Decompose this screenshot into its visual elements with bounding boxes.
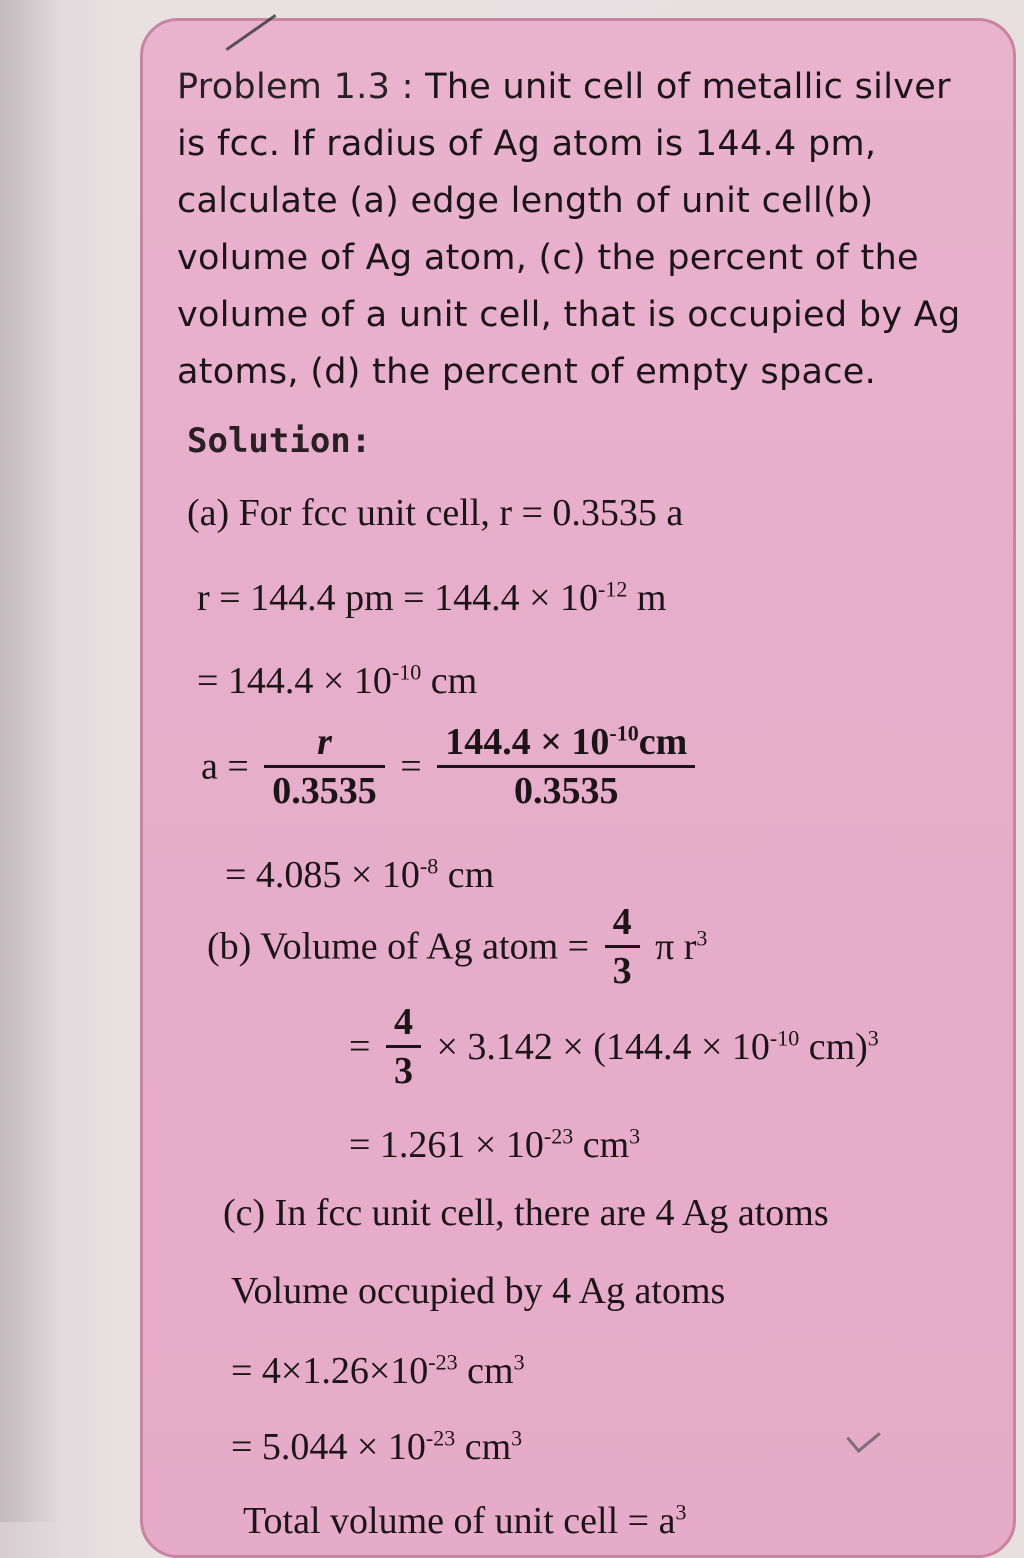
solution-a-line3-unit: cm: [421, 660, 478, 702]
solution-b-fraction-2-num: 4: [386, 1001, 421, 1048]
solution-c-line3-unit-exp: 3: [513, 1349, 525, 1375]
solution-c-line4-unit-exp: 3: [511, 1425, 523, 1451]
solution-c-line2-text: Volume occupied by 4 Ag atoms: [231, 1270, 726, 1312]
solution-c-line2: [231, 1269, 725, 1313]
solution-c-line5-exp: 3: [675, 1499, 687, 1525]
solution-b-line1-rhs-text: π r: [655, 925, 697, 968]
solution-b-line1: [207, 901, 707, 992]
solution-c-line5-text: Total volume of unit cell = a: [243, 1500, 676, 1542]
solution-c-line1-text: (c) In fcc unit cell, there are 4 Ag atoms: [223, 1192, 829, 1234]
solution-a-fraction-2-den: 0.3535: [513, 770, 619, 812]
solution-a-fraction-2-num: [437, 721, 695, 768]
solution-c-line4-exp: -23: [425, 1425, 456, 1451]
solution-a-line5-base: = 4.085 × 10: [225, 854, 420, 896]
problem-statement: [177, 59, 977, 401]
solution-b-fraction-2-den: 3: [393, 1050, 413, 1092]
solution-a-line2: [197, 576, 666, 620]
solution-c-line5: [243, 1499, 686, 1543]
solution-a-equals: =: [400, 745, 422, 788]
solution-c-line1: [223, 1191, 829, 1235]
solution-c-line4-unit: cm: [455, 1426, 512, 1468]
solution-a-fraction-1-num: r: [264, 721, 385, 768]
solution-a-line3-lhs: = 144.4 × 10: [197, 660, 392, 702]
solution-b-line2-tail: cm): [799, 1025, 868, 1068]
check-mark-icon: [846, 1420, 880, 1453]
solution-heading: Solution:: [187, 421, 372, 461]
problem-text: The unit cell of metallic silver is fcc. If radius of Ag atom is 144.4 pm, calculate (a) edge length of unit cell(b) volume of Ag atom, (c) the percent of the volume of a unit cell, that is occupied by Ag atoms, (d) the percent of empty space.: [177, 67, 961, 392]
solution-a-line2-unit: m: [627, 577, 667, 619]
solution-c-line3-unit: cm: [457, 1350, 514, 1392]
solution-a-line3: [197, 659, 477, 703]
solution-c-line3-base: = 4×1.26×10: [231, 1350, 429, 1392]
solution-a-line4: [201, 721, 701, 812]
solution-a-line2-exp: -12: [598, 576, 628, 602]
solution-a-line3-exp: -10: [391, 659, 422, 685]
solution-b-line3-exp: -23: [543, 1123, 574, 1149]
solution-a-line1: [187, 491, 683, 535]
page-edge-shadow: [0, 0, 60, 1522]
problem-box: [140, 18, 1016, 1558]
solution-b-line3-base: = 1.261 × 10: [349, 1124, 544, 1166]
solution-b-fraction-1-num: 4: [605, 901, 640, 948]
solution-b-line1-lhs: (b) Volume of Ag atom =: [207, 925, 590, 968]
solution-c-line4: [231, 1425, 522, 1469]
solution-b-line2-mid: × 3.142 × (144.4 × 10: [436, 1025, 770, 1068]
solution-c-line3: [231, 1349, 525, 1393]
problem-label: Problem 1.3 :: [177, 67, 414, 107]
solution-b-fraction-1-den: 3: [612, 950, 632, 992]
solution-b-line2-rest: [436, 1026, 878, 1068]
solution-c-line4-base: = 5.044 × 10: [231, 1426, 426, 1468]
solution-b-fraction-1: [605, 901, 640, 992]
solution-b-line1-rhs-exp: 3: [696, 924, 708, 950]
solution-a-line4-lhs: a =: [201, 745, 249, 788]
solution-a-fraction-1-den: 0.3535: [272, 770, 377, 812]
solution-a-line1-text: (a) For fcc unit cell, r = 0.3535 a: [187, 492, 684, 534]
solution-b-line3-unit-exp: 3: [629, 1123, 641, 1149]
solution-a-line5-exp: -8: [419, 853, 439, 879]
solution-b-line3-unit: cm: [573, 1124, 630, 1166]
solution-b-line2-tail-exp: 3: [867, 1024, 879, 1050]
solution-a-line2-lhs: r = 144.4 pm = 144.4 × 10: [197, 577, 599, 619]
solution-b-line1-rhs: [655, 926, 707, 968]
solution-a-fraction-1: [264, 721, 385, 812]
solution-b-line2-exp: -10: [769, 1024, 800, 1050]
solution-b-line3: [349, 1123, 640, 1167]
solution-a-fraction-2-num-unit: cm: [638, 721, 688, 763]
solution-a-fraction-2-num-exp: -10: [609, 720, 639, 746]
solution-a-line5: [225, 853, 494, 897]
solution-a-fraction-2: [437, 721, 695, 812]
solution-b-line2: [349, 1001, 879, 1092]
solution-a-line5-unit: cm: [438, 854, 495, 896]
solution-b-fraction-2: [386, 1001, 421, 1092]
pen-mark: [226, 14, 277, 51]
solution-a-fraction-2-num-base: 144.4 × 10: [445, 721, 610, 763]
solution-b-line2-eq: =: [349, 1025, 371, 1068]
solution-c-line3-exp: -23: [428, 1349, 458, 1375]
